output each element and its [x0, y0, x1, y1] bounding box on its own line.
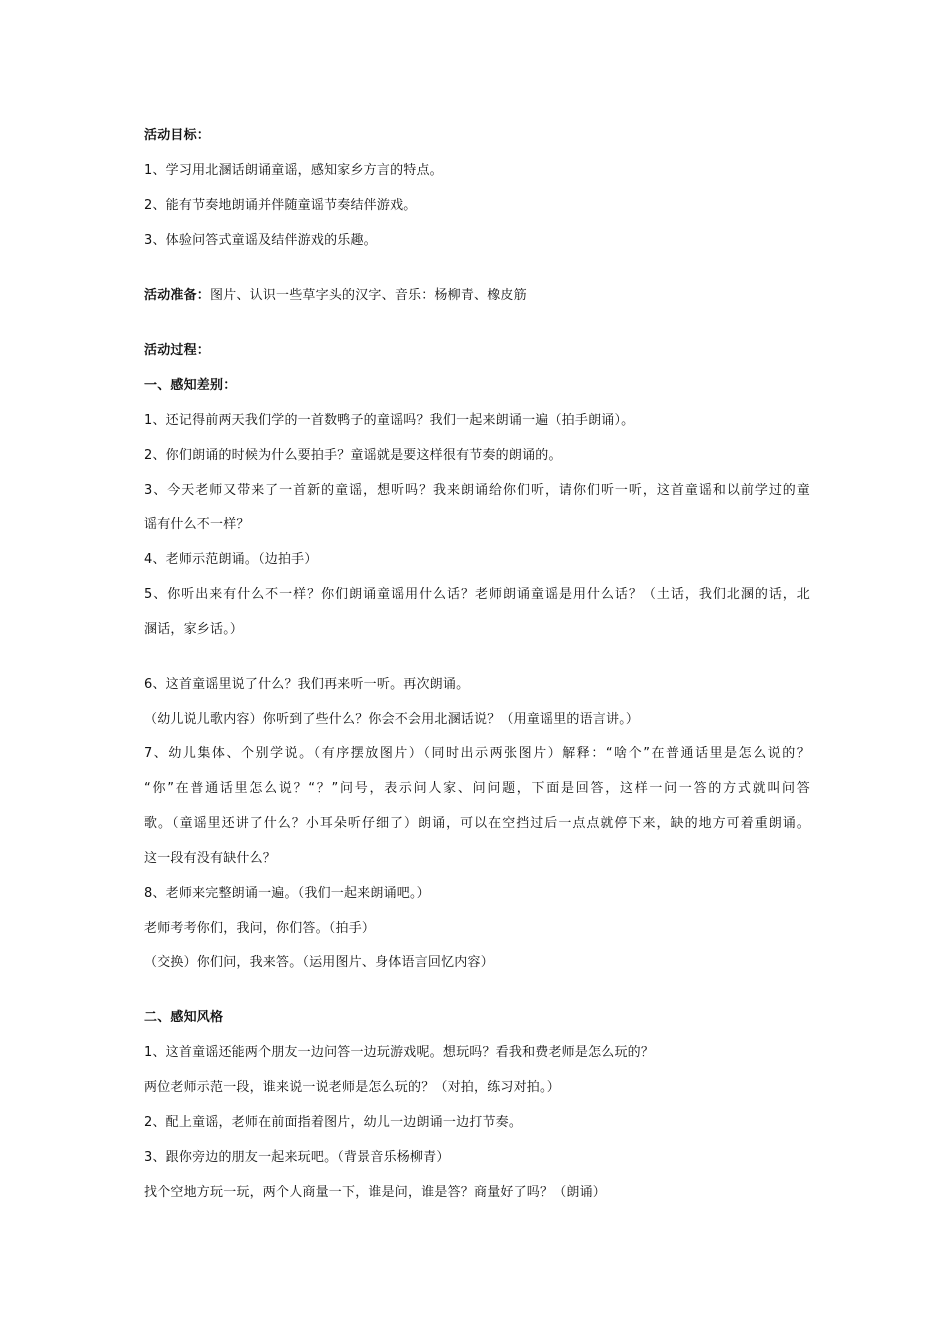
- heading-activity-process: 活动过程：: [144, 343, 211, 358]
- process-item-2: 2、你们朗诵的时候为什么要拍手？童谣就是要这样很有节奏的朗诵的。: [144, 448, 562, 463]
- preparation-label: 活动准备：: [144, 288, 211, 303]
- heading-activity-goals: 活动目标：: [144, 128, 211, 143]
- goal-item-1: 1、学习用北溷话朗诵童谣，感知家乡方言的特点。: [144, 163, 443, 178]
- activity-preparation: [144, 287, 824, 305]
- section-2-item-1-note: 两位老师示范一段，谁来说一说老师是怎么玩的？（对拍，练习对拍。）: [144, 1080, 560, 1095]
- process-item-5-line-2: 溷话，家乡话。）: [144, 622, 244, 637]
- section-2-item-3: 3、跟你旁边的朋友一起来玩吧。（背景音乐杨柳青）: [144, 1150, 450, 1165]
- process-item-3-line-1: 3、今天老师又带来了一首新的童谣，想听吗？我来朗诵给你们听，请你们听一听，这首童谣和以前学过的童: [144, 483, 810, 498]
- heading-section-2: 二、感知风格: [144, 1010, 224, 1025]
- process-item-5-line-1: 5、你听出来有什么不一样？你们朗诵童谣用什么话？老师朗诵童谣是用什么话？（土话，我们北溷的话，北: [144, 587, 810, 602]
- process-item-6: 6、这首童谣里说了什么？我们再来听一听。再次朗诵。: [144, 677, 470, 692]
- goal-item-2: 2、能有节奏地朗诵并伴随童谣节奏结伴游戏。: [144, 198, 417, 213]
- process-item-8: 8、老师来完整朗诵一遍。（我们一起来朗诵吧。）: [144, 886, 430, 901]
- process-item-3-line-2: 谣有什么不一样？: [144, 517, 250, 532]
- section-2-item-3-note: 找个空地方玩一玩，两个人商量一下，谁是问，谁是答？商量好了吗？（朗诵）: [144, 1185, 607, 1200]
- process-item-8-note-2: （交换）你们问，我来答。（运用图片、身体语言回忆内容）: [144, 955, 494, 970]
- process-item-1: 1、还记得前两天我们学的一首数鸭子的童谣吗？我们一起来朗诵一遍（拍手朗诵）。: [144, 413, 635, 428]
- process-item-7-line-4: 这一段有没有缺什么？: [144, 851, 277, 866]
- process-item-8-note-1: 老师考考你们，我问，你们答。（拍手）: [144, 921, 376, 936]
- process-item-7-line-2: “你”在普通话里怎么说？“？”问号，表示问人家、问问题，下面是回答，这样一问一答的方式就叫问答: [144, 781, 810, 796]
- goal-item-3: 3、体验问答式童谣及结伴游戏的乐趣。: [144, 233, 377, 248]
- section-2-item-2: 2、配上童谣，老师在前面指着图片，幼儿一边朗诵一边打节奏。: [144, 1115, 523, 1130]
- heading-section-1: 一、感知差别：: [144, 378, 237, 393]
- process-item-6-note: （幼儿说儿歌内容）你听到了些什么？你会不会用北溷话说？（用童谣里的语言讲。）: [144, 712, 640, 727]
- process-item-4: 4、老师示范朗诵。（边拍手）: [144, 552, 318, 567]
- section-2-item-1: 1、这首童谣还能两个朋友一边问答一边玩游戏呢。想玩吗？看我和费老师是怎么玩的？: [144, 1045, 655, 1060]
- process-item-7-line-3: 歌。（童谣里还讲了什么？小耳朵听仔细了）朗诵，可以在空挡过后一点点就停下来，缺的地方可着重朗诵。: [144, 816, 810, 831]
- preparation-text: 图片、认识一些草字头的汉字、音乐：杨柳青、橡皮筋: [210, 288, 527, 303]
- process-item-7-line-1: 7、幼儿集体、个别学说。（有序摆放图片）（同时出示两张图片）解释：“啥个”在普通话里是怎么说的？: [144, 746, 810, 761]
